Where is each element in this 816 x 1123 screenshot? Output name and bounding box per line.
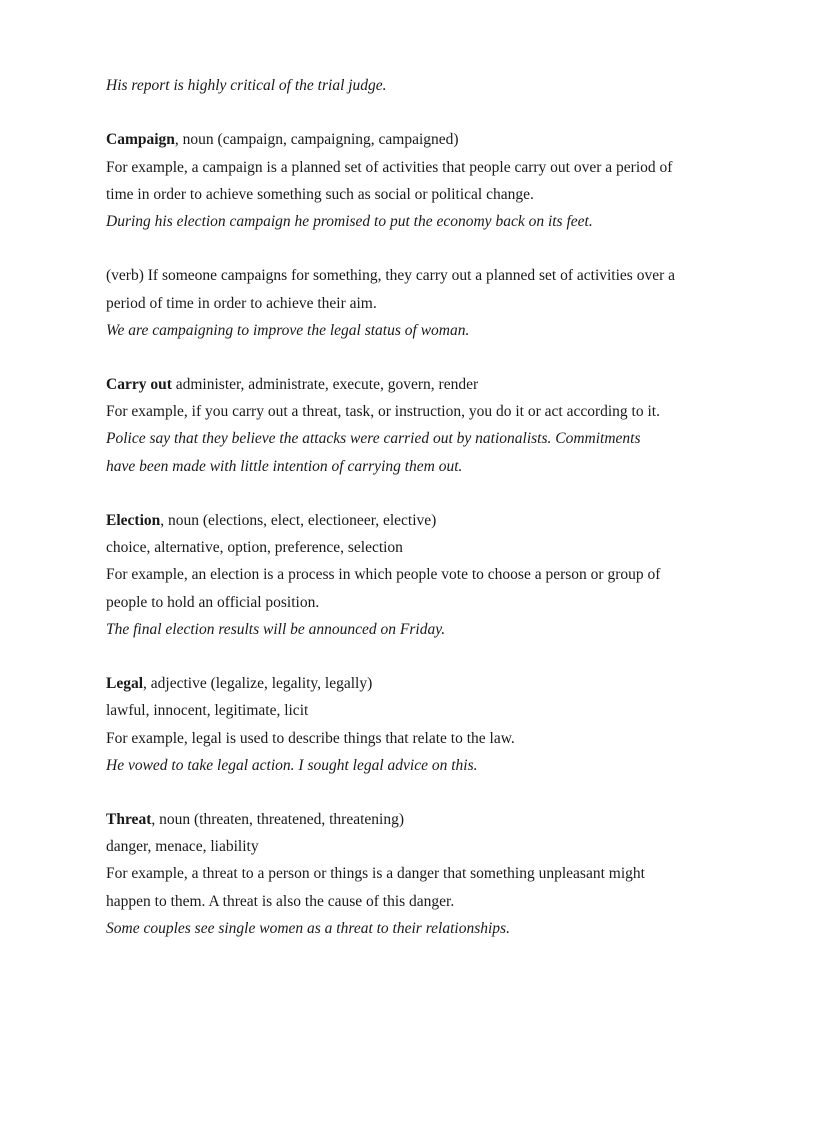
- entry-legal-heading: [106, 670, 746, 697]
- carry-out-example-line-2: have been made with little intention of carrying them out.: [106, 457, 463, 475]
- campaign-definition-line-1: For example, a campaign is a planned set of activities that people carry out over a period of: [106, 158, 673, 176]
- threat-definition-line-2: happen to them. A threat is also the cause of this danger.: [106, 892, 455, 910]
- entry-carry-out-heading: [106, 371, 746, 398]
- campaign-definition-line-2: time in order to achieve something such as social or political change.: [106, 185, 534, 203]
- election-definition-line-1: For example, an election is a process in which people vote to choose a person or group of: [106, 566, 661, 584]
- threat-example: Some couples see single women as a threat to their relationships.: [106, 919, 510, 937]
- headword-threat: Threat: [106, 811, 152, 829]
- campaign-example: During his election campaign he promised to put the economy back on its feet.: [106, 212, 593, 230]
- spacer: [106, 344, 746, 371]
- intro-example: His report is highly critical of the trial judge.: [106, 77, 387, 94]
- carry-out-definition: For example, if you carry out a threat, task, or instruction, you do it or act according to it.: [106, 403, 660, 421]
- threat-pos: , noun (threaten, threatened, threatening): [151, 811, 404, 829]
- legal-example: He vowed to take legal action. I sought legal advice on this.: [106, 756, 478, 774]
- spacer: [106, 643, 746, 670]
- election-synonyms: choice, alternative, option, preference, selection: [106, 539, 403, 557]
- headword-carry-out: Carry out: [106, 376, 172, 394]
- election-definition-line-2: people to hold an official position.: [106, 593, 320, 611]
- legal-synonyms: lawful, innocent, legitimate, licit: [106, 702, 309, 720]
- legal-pos: , adjective (legalize, legality, legally): [143, 675, 373, 693]
- threat-definition-line-1: For example, a threat to a person or things is a danger that something unpleasant might: [106, 865, 645, 883]
- carry-out-synonyms: administer, administrate, execute, govern, render: [171, 376, 479, 394]
- election-example: The final election results will be announced on Friday.: [106, 620, 446, 638]
- entry-threat-heading: [106, 806, 746, 833]
- headword-election: Election: [106, 512, 161, 529]
- spacer: [106, 779, 746, 806]
- entry-campaign-heading: [106, 126, 746, 153]
- headword-campaign: Campaign: [106, 131, 175, 149]
- entry-election-heading: [106, 507, 746, 534]
- document-page: [106, 72, 746, 942]
- campaign-verb-definition-line-1: (verb) If someone campaigns for something, they carry out a planned set of activities over a: [106, 267, 675, 285]
- headword-legal: Legal: [106, 675, 144, 693]
- spacer: [106, 99, 746, 126]
- legal-definition: For example, legal is used to describe things that relate to the law.: [106, 729, 515, 747]
- campaign-verb-definition-line-2: period of time in order to achieve their aim.: [106, 294, 377, 312]
- campaign-pos: , noun (campaign, campaigning, campaigned): [174, 131, 459, 149]
- campaign-verb-example: We are campaigning to improve the legal status of woman.: [106, 321, 470, 339]
- spacer: [106, 480, 746, 507]
- election-pos: , noun (elections, elect, electioneer, elective): [160, 512, 437, 529]
- threat-synonyms: danger, menace, liability: [106, 838, 259, 856]
- carry-out-example-line-1: Police say that they believe the attacks were carried out by nationalists. Commitments: [106, 430, 641, 448]
- spacer: [106, 235, 746, 262]
